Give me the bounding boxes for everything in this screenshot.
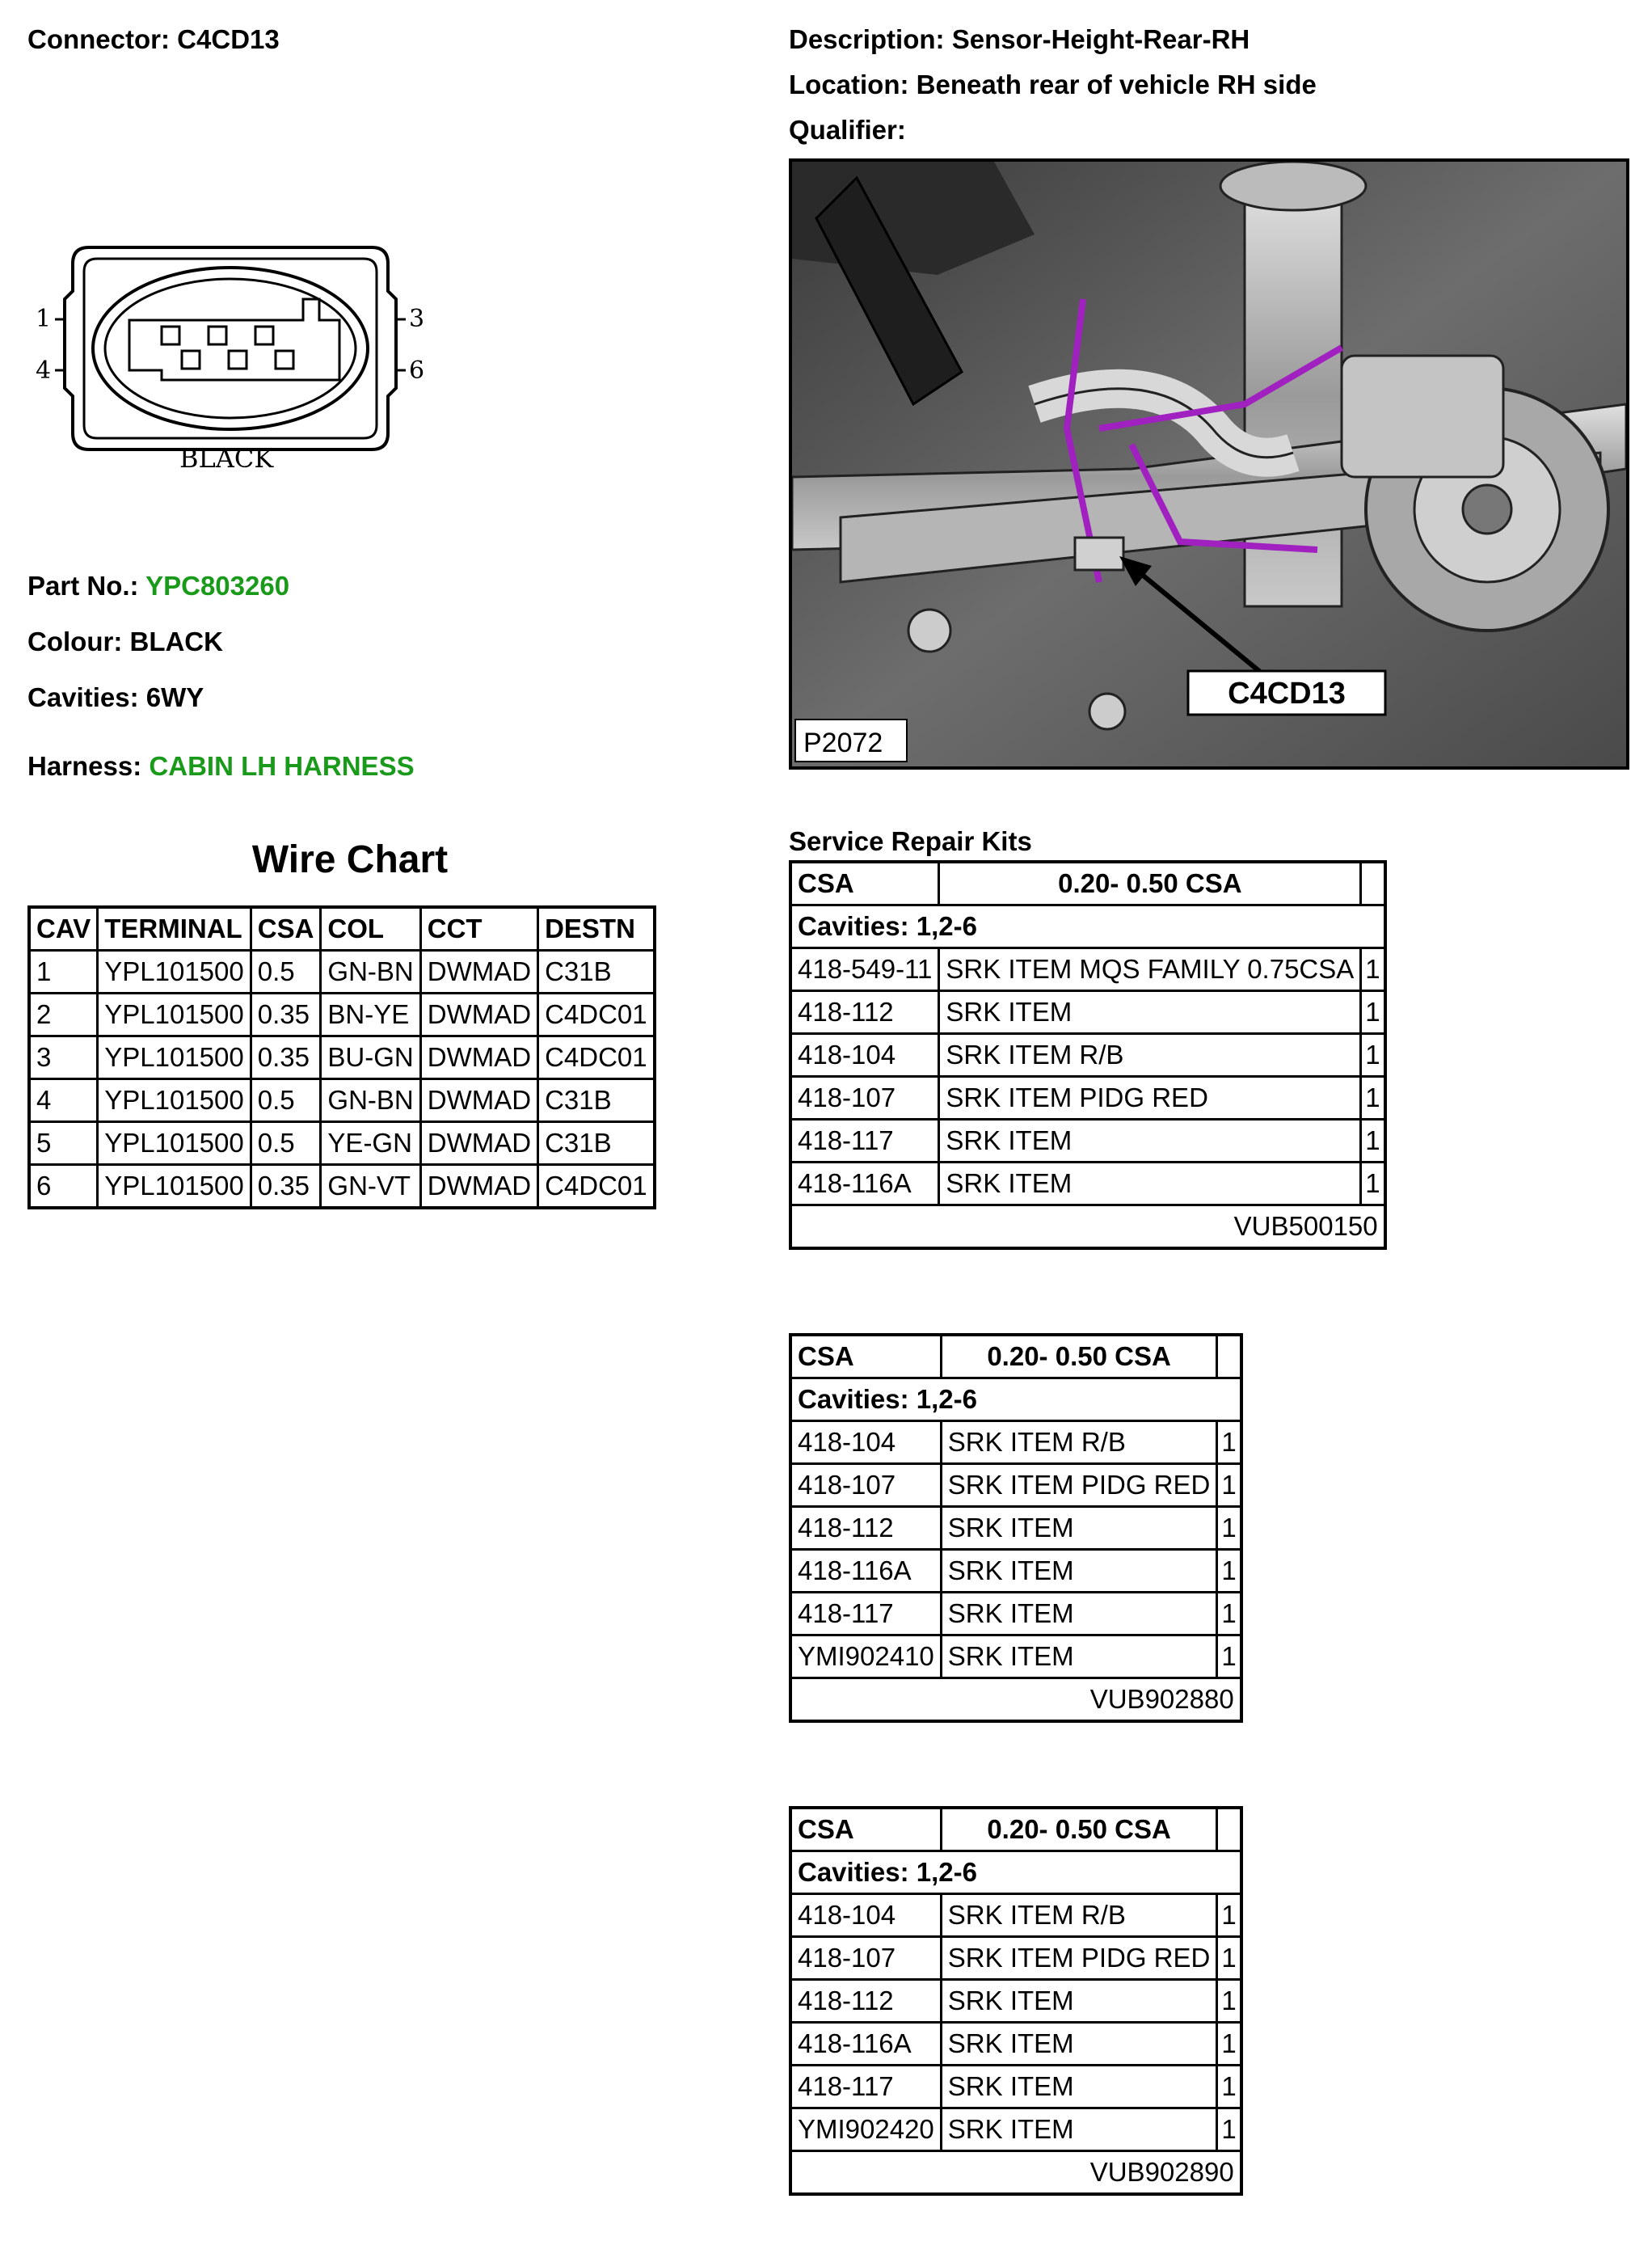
part-no-line [27,571,289,601]
cell-terminal: YPL101500 [98,951,251,994]
cell-cct: DWMAD [420,951,537,994]
table-row [29,1122,655,1165]
colour-value: BLACK [129,627,223,656]
wire-chart-table [27,905,656,1209]
cell-cct: DWMAD [420,1165,537,1209]
connector-heading [27,24,280,55]
col-cct-header: CCT [420,907,537,951]
cell-cav: 6 [29,1165,98,1209]
colour-label: Colour: [27,627,123,656]
cell-terminal: YPL101500 [98,1165,251,1209]
table-row [790,1980,1241,2023]
kit-item-qty: 1 [1361,948,1385,991]
cell-destn: C4DC01 [538,1165,655,1209]
kit-item-desc: SRK ITEM [939,991,1361,1034]
connector-face-drawing [32,234,436,485]
cell-col: BN-YE [321,994,420,1036]
cell-cct: DWMAD [420,994,537,1036]
kit-cavities-row [790,1378,1241,1421]
cell-cav: 4 [29,1079,98,1122]
kit-item-desc: SRK ITEM [941,1593,1217,1635]
cavities-value: 6WY [145,682,204,712]
location-photo [789,158,1629,770]
repair-kit-table [789,1806,1243,2196]
kit-csa-row [790,862,1385,905]
kit-cavities-row [790,905,1385,948]
kit-item-part: 418-104 [790,1034,939,1077]
connector-face-diagram [32,234,436,485]
kit-item-part: 418-116A [790,2023,941,2066]
kit-item-qty: 1 [1217,1980,1241,2023]
table-row [790,1635,1241,1678]
table-row [790,1163,1385,1205]
cell-cct: DWMAD [420,1122,537,1165]
table-row [790,1034,1385,1077]
connector-label: Connector: [27,24,170,54]
kit-item-part: 418-112 [790,1980,941,2023]
table-row [790,991,1385,1034]
col-cav-header: CAV [29,907,98,951]
kit-item-qty: 1 [1217,1635,1241,1678]
table-row [790,1593,1241,1635]
col-destn-header: DESTN [538,907,655,951]
kit-cavities: Cavities: 1,2-6 [790,1851,1241,1894]
qualifier-label: Qualifier: [789,115,906,145]
location-label: Location: [789,70,909,99]
kit-item-qty: 1 [1361,1077,1385,1120]
kit-item-qty: 1 [1217,2108,1241,2151]
kit-item-part: 418-549-11 [790,948,939,991]
kit-csa-label: CSA [790,1335,941,1378]
table-row [29,1036,655,1079]
colour-line [27,627,223,657]
connector-value: C4CD13 [177,24,280,54]
pin-label-1: 1 [36,305,52,333]
kit-item-desc: SRK ITEM R/B [941,1894,1217,1937]
cell-csa: 0.35 [251,1165,321,1209]
kit-number-row [790,1678,1241,1722]
kit-item-part: 418-107 [790,1077,939,1120]
kit-item-desc: SRK ITEM PIDG RED [939,1077,1361,1120]
repair-kit-table [789,1333,1243,1723]
kit-item-qty: 1 [1217,1593,1241,1635]
photo-reference: P2072 [803,728,883,758]
kit-item-qty: 1 [1217,1421,1241,1464]
kit-item-qty: 1 [1217,1550,1241,1593]
cell-destn: C31B [538,951,655,994]
cell-col: GN-BN [321,951,420,994]
kit-number: VUB902890 [790,2151,1241,2195]
kit-item-part: 418-117 [790,1120,939,1163]
cell-terminal: YPL101500 [98,1122,251,1165]
kit-item-qty: 1 [1217,1507,1241,1550]
kit-item-desc: SRK ITEM [939,1120,1361,1163]
kit-item-desc: SRK ITEM PIDG RED [941,1937,1217,1980]
repair-kit-table [789,860,1387,1250]
location-heading [789,70,1317,100]
kit-item-qty: 1 [1217,1464,1241,1507]
description-label: Description: [789,24,945,54]
cell-col: GN-BN [321,1079,420,1122]
cell-destn: C31B [538,1079,655,1122]
cell-destn: C4DC01 [538,994,655,1036]
table-row [790,2066,1241,2108]
cell-cav: 5 [29,1122,98,1165]
pin-label-6: 6 [409,357,425,385]
kit-number: VUB500150 [790,1205,1385,1249]
kit-number-row [790,2151,1241,2195]
harness-label: Harness: [27,751,142,781]
col-col-header: COL [321,907,420,951]
kit-csa-row [790,1808,1241,1851]
location-value: Beneath rear of vehicle RH side [916,70,1317,99]
table-row [790,1507,1241,1550]
cell-csa: 0.35 [251,994,321,1036]
connector-colour-label: BLACK [179,443,274,474]
kit-item-part: 418-107 [790,1464,941,1507]
kit-cavities: Cavities: 1,2-6 [790,1378,1241,1421]
kit-item-part: 418-107 [790,1937,941,1980]
cell-cct: DWMAD [420,1036,537,1079]
table-row [790,2108,1241,2151]
kit-item-part: 418-104 [790,1421,941,1464]
vehicle-underside-illustration [792,162,1626,766]
kit-item-qty: 1 [1217,1894,1241,1937]
table-row [790,1937,1241,1980]
kit-item-desc: SRK ITEM R/B [939,1034,1361,1077]
table-row [29,1165,655,1209]
kit-csa-value: 0.20- 0.50 CSA [941,1808,1217,1851]
cell-cct: DWMAD [420,1079,537,1122]
col-csa-header: CSA [251,907,321,951]
wire-chart-title: Wire Chart [251,838,449,881]
kit-item-part: YMI902410 [790,1635,941,1678]
service-repair-kits-title: Service Repair Kits [789,826,1032,856]
kit-item-qty: 1 [1217,2066,1241,2108]
kit-item-part: 418-116A [790,1163,939,1205]
kit-item-desc: SRK ITEM R/B [941,1421,1217,1464]
kit-item-desc: SRK ITEM [941,2108,1217,2151]
kit-item-desc: SRK ITEM [941,2066,1217,2108]
kit-csa-label: CSA [790,862,939,905]
kit-number: VUB902880 [790,1678,1241,1722]
kit-cavities: Cavities: 1,2-6 [790,905,1385,948]
cavities-line [27,682,204,713]
cell-col: YE-GN [321,1122,420,1165]
pin-label-3: 3 [409,305,425,333]
qualifier-heading [789,115,906,146]
table-row [790,1120,1385,1163]
kit-item-desc: SRK ITEM [941,1507,1217,1550]
kit-item-part: 418-116A [790,1550,941,1593]
table-row [790,1894,1241,1937]
cell-csa: 0.5 [251,1079,321,1122]
cell-csa: 0.5 [251,1122,321,1165]
kit-item-part: 418-112 [790,1507,941,1550]
kit-item-part: 418-117 [790,1593,941,1635]
cell-terminal: YPL101500 [98,994,251,1036]
cell-terminal: YPL101500 [98,1036,251,1079]
table-row [29,951,655,994]
kit-item-desc: SRK ITEM [939,1163,1361,1205]
part-no-label: Part No.: [27,571,139,601]
cell-destn: C4DC01 [538,1036,655,1079]
kit-item-desc: SRK ITEM [941,2023,1217,2066]
kit-item-desc: SRK ITEM MQS FAMILY 0.75CSA [939,948,1361,991]
kit-item-desc: SRK ITEM [941,1550,1217,1593]
kit-item-qty: 1 [1361,991,1385,1034]
kit-csa-row [790,1335,1241,1378]
description-value: Sensor-Height-Rear-RH [951,24,1250,54]
kit-item-qty: 1 [1361,1034,1385,1077]
kit-csa-value: 0.20- 0.50 CSA [939,862,1361,905]
kit-number-row [790,1205,1385,1249]
cell-terminal: YPL101500 [98,1079,251,1122]
kit-item-desc: SRK ITEM [941,1635,1217,1678]
table-row [790,948,1385,991]
kit-item-part: 418-112 [790,991,939,1034]
part-no-value: YPC803260 [145,571,290,601]
cell-cav: 2 [29,994,98,1036]
kit-csa-value: 0.20- 0.50 CSA [941,1335,1217,1378]
cell-col: BU-GN [321,1036,420,1079]
kit-item-part: 418-104 [790,1894,941,1937]
table-row [790,1464,1241,1507]
cell-cav: 3 [29,1036,98,1079]
cell-col: GN-VT [321,1165,420,1209]
kit-item-qty: 1 [1217,2023,1241,2066]
cell-csa: 0.5 [251,951,321,994]
kit-item-part: 418-117 [790,2066,941,2108]
kit-item-qty: 1 [1361,1120,1385,1163]
table-row [790,1550,1241,1593]
harness-value: CABIN LH HARNESS [149,751,415,781]
cell-destn: C31B [538,1122,655,1165]
kit-item-desc: SRK ITEM PIDG RED [941,1464,1217,1507]
pin-label-4: 4 [36,357,52,385]
kit-item-desc: SRK ITEM [941,1980,1217,2023]
cell-csa: 0.35 [251,1036,321,1079]
table-row [790,2023,1241,2066]
kit-cavities-row [790,1851,1241,1894]
kit-csa-label: CSA [790,1808,941,1851]
col-terminal-header: TERMINAL [98,907,251,951]
wire-chart-header-row [29,907,655,951]
table-row [790,1421,1241,1464]
table-row [29,994,655,1036]
harness-line [27,751,415,782]
kit-item-qty: 1 [1361,1163,1385,1205]
description-heading [789,24,1250,55]
table-row [790,1077,1385,1120]
table-row [29,1079,655,1122]
kit-item-part: YMI902420 [790,2108,941,2151]
kit-item-qty: 1 [1217,1937,1241,1980]
photo-callout-label: C4CD13 [1228,677,1346,711]
cavities-label: Cavities: [27,682,139,712]
cell-cav: 1 [29,951,98,994]
